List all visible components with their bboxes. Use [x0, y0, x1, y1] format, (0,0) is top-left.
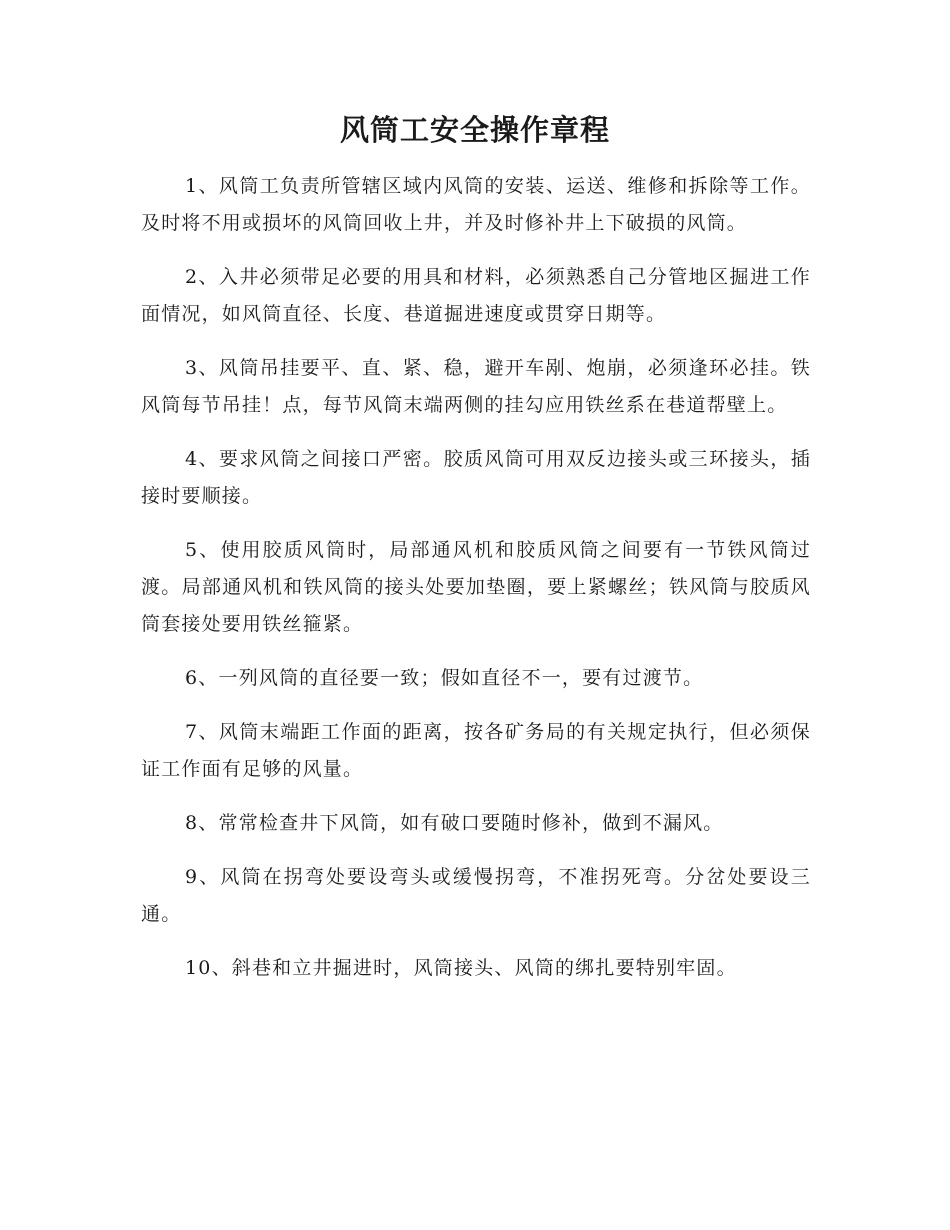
- paragraph-8: 8、常常检查井下风筒，如有破口要随时修补，做到不漏风。: [185, 812, 724, 834]
- paragraph-9: 9、风筒在拐弯处要设弯头或缓慢拐弯，不准拐死弯。分岔处要设三通。: [141, 866, 811, 925]
- paragraph-6: 6、一列风筒的直径要一致；假如直径不一，要有过渡节。: [185, 667, 704, 689]
- paragraph-1: 1、风筒工负责所管辖区域内风筒的安装、运送、维修和拆除等工作。及时将不用或损坏的风筒回收上井，并及时修补井上下破损的风筒。: [141, 175, 811, 234]
- paragraph-10: 10、斜巷和立井掘进时，风筒接头、风筒的绑扎要特别牢固。: [185, 957, 737, 979]
- paragraph-4: 4、要求风筒之间接口严密。胶质风筒可用双反边接头或三环接头，插接时要顺接。: [141, 448, 811, 507]
- document-title: 风筒工安全操作章程: [339, 113, 610, 147]
- paragraph-3: 3、风筒吊挂要平、直、紧、稳，避开车剐、炮崩，必须逢环必挂。铁风筒每节吊挂！点，每节风筒末端两侧的挂勾应用铁丝系在巷道帮壁上。: [141, 357, 811, 416]
- paragraph-2: 2、入井必须带足必要的用具和材料，必须熟悉自己分管地区掘进工作面情况，如风筒直径、长度、巷道掘进速度或贯穿日期等。: [141, 266, 811, 325]
- paragraph-5: 5、使用胶质风筒时，局部通风机和胶质风筒之间要有一节铁风筒过渡。局部通风机和铁风筒的接头处要加垫圈，要上紧螺丝；铁风筒与胶质风筒套接处要用铁丝箍紧。: [141, 539, 811, 635]
- document-body: [141, 168, 811, 1004]
- paragraph-7: 7、风筒末端距工作面的距离，按各矿务局的有关规定执行，但必须保证工作面有足够的风量。: [141, 721, 811, 780]
